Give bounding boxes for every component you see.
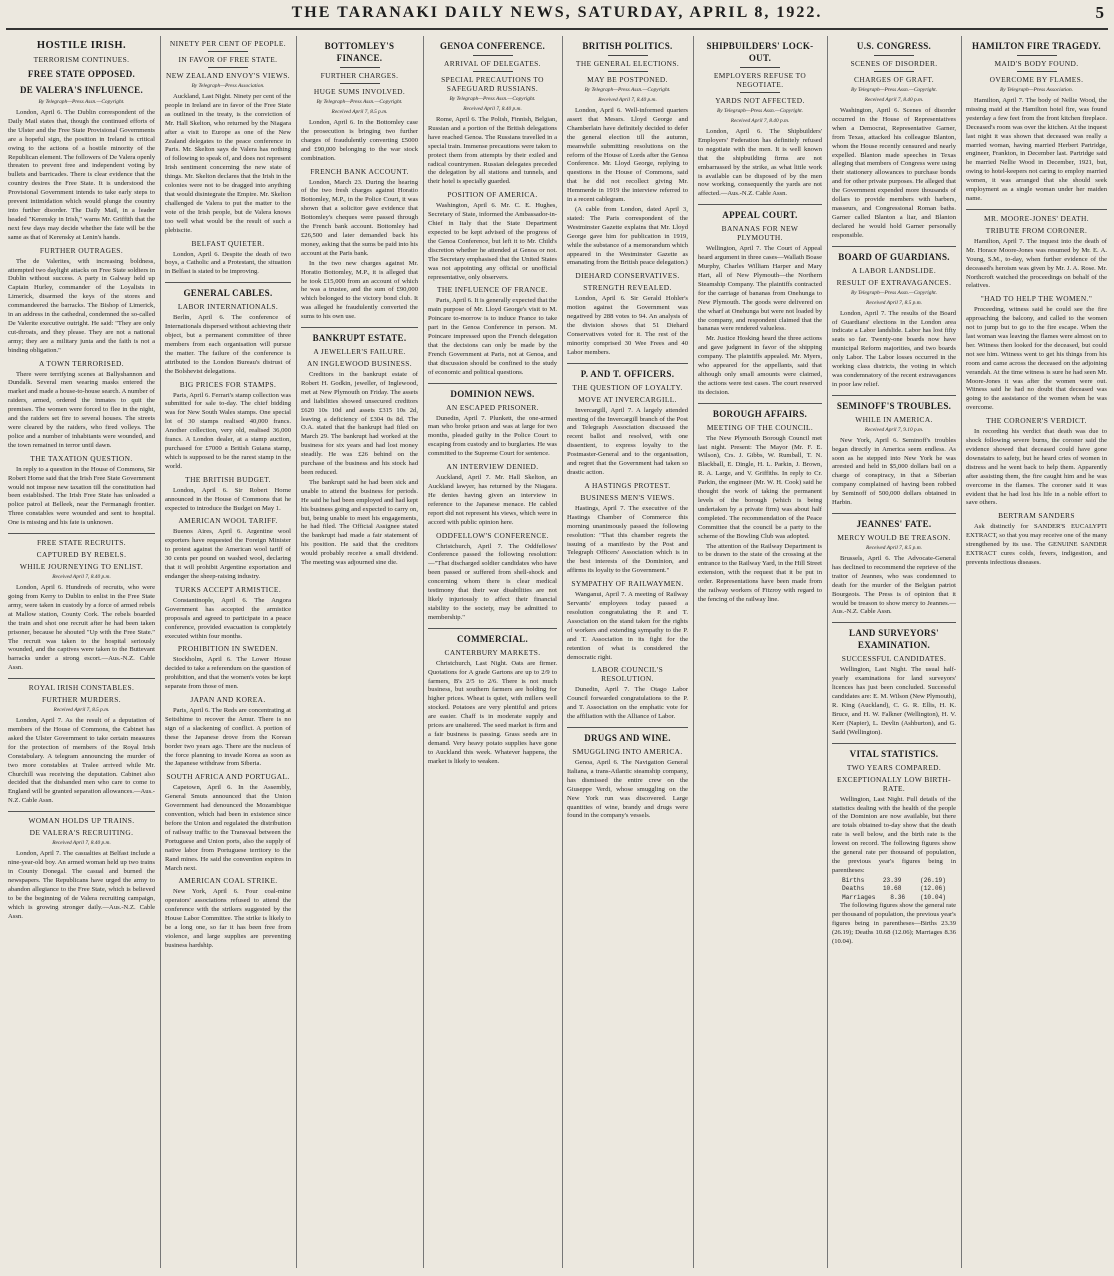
article-text: London, March 23. During the hearing of the two fresh charges against Horatio Bottomley, M.P., in the Police Court, it was shown that a solicitor gave evidence that Bottomley's cheques were passed through the French bank account. Bottomley had £26,500 and later demanded back his money, asking that the sums be paid into his account at the Paris bank.: [301, 178, 418, 257]
article-text: In reply to a question in the House of Commons, Sir Robert Horne said that the Irish Free State Government would not impose new taxation till the constitution had been established. The Irish Free State has unloaded a police patrol at Belleek, near the Fermanagh frontier. Three constables were wounded and sent to hospital. One is missing and his fate is unknown.: [8, 465, 155, 527]
advert-text: Ask distinctly for SANDER'S EUCALYPTI EXTRACT, so that you may receive one of the many strengthened by its use. The GENUINE SANDER EXTRACT cures colds, fevers, indigestion, and prevents infectious diseases.: [966, 523, 1107, 566]
article-text: Dunedin, April 7. The Otago Labor Council forwarded congratulations to the P. and T. Association on the emphatic vote for the affiliation with the Alliance of Labor.: [567, 686, 688, 721]
subhead: YARDS NOT AFFECTED.: [715, 96, 805, 105]
stat-previous: (10.04): [920, 893, 946, 901]
subhead: BUSINESS MEN'S VIEWS.: [580, 492, 675, 502]
article-text: Genoa, April 6. The Navigation General Italiana, a trans-Atlantic steamship company, has dismissed the entire crew on the Giuseppe Verdi, whose smuggling on the New York run was discovered. Large quantities of wine, brandy and drugs were found in the company's vessels.: [567, 759, 688, 820]
subhead: PROHIBITION IN SWEDEN.: [177, 644, 279, 654]
masthead: [0, 0, 1114, 26]
separator: [832, 743, 956, 744]
subhead: DIEHARD CONSERVATIVES.: [575, 271, 680, 281]
subhead: IN FAVOR OF FREE STATE.: [178, 55, 278, 64]
headline-british-politics: BRITISH POLITICS.: [582, 41, 673, 51]
headline-bankrupt-estate: BANKRUPT ESTATE.: [312, 333, 407, 344]
article-text: Buenos Aires, April 6. Argentine wool exporters have requested the Foreign Minister to protest against the American wool tariff of 30 cents per pound on washed wool, declaring that it will prohibit Argentine exportation and endanger the sheep-raising industry.: [165, 528, 291, 580]
headline-board-of-guardians: BOARD OF GUARDIANS.: [838, 251, 950, 262]
subhead: A TOWN TERRORISED.: [38, 358, 124, 368]
stat-value: 10.68: [882, 885, 902, 893]
subhead: THE QUESTION OF LOYALTY.: [572, 382, 683, 392]
press-credit: By Telegraph—Press Assn.—Copyright.: [850, 87, 938, 93]
article-text: Constantinople, April 6. The Angora Government has accepted the armistice proposals and agreed to participate in a peace conference, provided evacuation is completely executed within four months.: [165, 596, 291, 640]
column-5: [567, 36, 688, 1268]
column-divider: [423, 36, 424, 1268]
subhead: A LABOR LANDSLIDE.: [851, 265, 937, 275]
subhead: THE CORONER'S VERDICT.: [986, 416, 1087, 426]
article-text: London, April 6. In the Bottomley case the prosecution is bringing two further charges of fraudulently converting £5000 and £90,000 belonging to the war stock combination.: [301, 119, 418, 162]
headline-hostile-irish: HOSTILE IRISH.: [36, 40, 127, 51]
subhead: HUGE SUMS INVOLVED.: [313, 87, 406, 96]
headline-genoa: GENOA CONFERENCE.: [439, 41, 546, 51]
press-credit: By Telegraph—Press Association.: [191, 83, 265, 89]
separator: [698, 403, 822, 404]
page-number: 5: [1095, 3, 1104, 22]
article-text: London, April 6. Hundreds of recruits, who were going from Kerry to Dublin to enlist in the Free State army, were taken in custody by a force of armed rebels at Mallow station, County Cork. The rebels boarded the train and shot one recruit after he had been taken prisoner, because he shouted "Up with the Free State." The recruit was taken to the hospital seriously wounded, and the captives were taken to the Buttevant barracks under a strong escort.—Aus.-N.Z. Cable Assn.: [8, 584, 155, 672]
subhead: CANTERBURY MARKETS.: [444, 647, 541, 657]
subhead: MAY BE POSTPONED.: [587, 75, 668, 84]
separator: [8, 678, 155, 679]
separator: [8, 533, 155, 534]
headline-drugs-and-wine: DRUGS AND WINE.: [584, 733, 671, 744]
subhead: THE BRITISH BUDGET.: [185, 474, 271, 484]
subhead: WHILE JOURNEYING TO ENLIST.: [19, 562, 144, 572]
article-text: Christchurch, Last Night. Oats are firmer. Quotations for A grade Gartons are up to 2/9 to farmers, B's 2/5 to 2/6. There is not much business, but southern farmers are holding for higher prices. Wheat is quiet, with millers well stocked. Potatoes are very plentiful and prices are easier. Chaff is in moderate supply and prices are unaltered. The seed market is firm and a fair business is passing. Grass seeds are in demand. Very heavy potato supplies have gone to Auckland this week. Whatever happens, the market is likely to weaken.: [428, 659, 557, 765]
received-time: Received April 7, 8.40 p.m.: [864, 97, 924, 103]
column-divider: [693, 36, 694, 1268]
received-time: Received April 7, 8.5 p.m.: [866, 299, 922, 306]
received-time: Received April 7, 8.5 p.m.: [53, 707, 110, 714]
separator: [832, 395, 956, 396]
article-text: (A cable from London, dated April 3, stated: The Paris correspondent of the Westminster Gazette explains that Mr. Lloyd George gave him for publication in 1919, while the substance of a memorandum which appeared in the Westminster Gazette as emanating from the British peace delegation.): [567, 205, 688, 267]
column-divider: [296, 36, 297, 1268]
separator: [698, 204, 822, 205]
subhead: A JEWELLER'S FAILURE.: [313, 347, 406, 357]
subhead: FREE STATE RECRUITS.: [37, 538, 126, 548]
separator: [8, 811, 155, 812]
subhead: EXCEPTIONALLY LOW BIRTH-RATE.: [837, 774, 951, 793]
column-6: [698, 36, 822, 1268]
article-text: London, April 6. Sir Robert Horne announced in the House of Commons that he expected to introduce the Budget on May 1.: [165, 486, 291, 512]
separator: [832, 513, 956, 514]
subhead: JAPAN AND KOREA.: [190, 695, 266, 705]
article-text: The bankrupt said he had been sick and unable to attend the business for periods. He said he had been employed and had kept his business going and expected to carry on, but, being unable to meet his engagements, he had filed. The Official Assignee stated the bankrupt had made a fair statement of his position. He said that the creditors would probably receive a small dividend. The meeting was adjourned sine die.: [301, 478, 418, 567]
article-text: Brussels, April 6. The Advocate-General has declined to recommend the reprieve of the traitor of Jeannes, who was condemned to death for the murder of the Belgian patriot Bourgeois. The Press is of opinion that it would be treason to show mercy to Jeannes.—Aus.-N.Z. Cable Assn.: [832, 555, 956, 616]
article-text: London, April 6. Well-informed quarters assert that Messrs. Lloyd George and Chamberlain have definitely decided to defer the general election till the autumn, meanwhile submitting resolutions on the reform of the House of Lords after the Genoa Conference. Mr. Lloyd George, replying to questions in the House of Commons, said that he did not recollect giving Mr. Hemmerde in 1919 the interview referred to in a recent cablegram.: [567, 107, 688, 204]
column-divider: [160, 36, 161, 1268]
column-2: [165, 36, 291, 1268]
article-text: Paris, April 6. It is generally expected that the main purpose of Mr. Lloyd George's visit to M. Poincare to-morrow is to induce France to take part in the Genoa Conference in person. M. Poincare impressed upon the French delegation that the decisions can only be made by the French Government at Paris, not at Genoa, and that discussion should be confined to the study of economic and political questions.: [428, 297, 557, 376]
subhead: FURTHER OUTRAGES.: [39, 245, 124, 255]
subhead: AMERICAN COAL STRIKE.: [178, 876, 278, 886]
subhead: MERCY WOULD BE TREASON.: [837, 533, 951, 542]
subhead: SMUGGLING INTO AMERICA.: [572, 747, 683, 757]
subhead: EMPLOYERS REFUSE TO NEGOTIATE.: [713, 71, 807, 89]
subhead: SCENES OF DISORDER.: [850, 59, 938, 68]
dash: [340, 83, 380, 84]
press-credit: By Telegraph—Press Assn.—Copyright.: [716, 108, 804, 114]
article-text: In recording his verdict that death was due to shock following severe burns, the coroner said the evidence showed that deceased could have gone downstairs to safety, but he heard cries of women in distress and he went back to help them. Apparently after assisting them, the fire caught him and he was overcome in the flames. The coroner said it was evident that he had lost his life in a noble effort to save others.: [966, 428, 1107, 507]
column-4: [428, 36, 557, 1268]
article-text: The attention of the Railway Department is to be drawn to the state of the crossing at the entrance to the Railway Yard, in the Hill Street extension, with the request that it be put in order. Representations have been made from the railway workers of Fitzroy with regard to the fencing of the railway line.: [698, 542, 822, 603]
article-text: Wellington, Last Night. Full details of the statistics dealing with the health of the people of the Dominion are now available, but there are totals obtained to-day show that the death rate is well below, and the birth rate is the lowest on record. The following figures show the general rate per thousand of population, the previous year's figures being in parentheses:: [832, 795, 956, 874]
article-text: New York, April 6. Four coal-mine operators' associations refused to attend the conference with the strikers suggested by the House Labor Committee. The strike is likely to be a long one, so far it has been free from violence, and large supplies are preventing business hardship.: [165, 888, 291, 949]
statistics-row: [832, 894, 956, 902]
article-text: London, April 6. The Shipbuilders' Employers' Federation has definitely refused to negotiate with the men. It is well known that the shipbuilding firms are not embarrassed by the strike, as what little work is available can be disposed of by the men now working, consequently the yards are not affected.—Aus.-N.Z. Cable Assn.: [698, 128, 822, 198]
subhead: DE VALERA'S RECRUITING.: [29, 828, 134, 838]
subhead: AN INGLEWOOD BUSINESS.: [306, 359, 413, 369]
stat-previous: (26.19): [919, 876, 946, 884]
received-time: Received April 7, 8.5 p.m.: [866, 545, 922, 551]
column-divider: [827, 36, 828, 1268]
article-text: The de Valerites, with increasing boldness, attempted two daylight attacks on Free State soldiers in Dublin without success. A party in Galway held up Captain Hurley, commander of the Loyalists in Limerick, disarmed the keys of the stores and commandeered the barracks. The Bishop of Limerick, in an address in the cathedral, condemned the so-called De Valerite executive outright. He said: "They are only cut-throats, and they please. They are not a national army; they are a military junta and the faith is not a binding obligation.": [8, 257, 155, 354]
subhead: AN INTERVIEW DENIED.: [446, 462, 539, 472]
article-text: London, April 7. The casualties at Belfast include a nine-year-old boy. An armed woman held up two trains in County Donegal. The casual and burned the newspapers. The Republicans have urged the army to abandon allegiance to the Free State, which is believed to be the beginning of de Valera recruiting campaign, which is growing stronger daily.—Aus.-N.Z. Cable Assn.: [8, 850, 155, 920]
dash: [1017, 55, 1057, 56]
separator: [428, 383, 557, 384]
dash: [208, 51, 248, 52]
subhead: DE VALERA'S INFLUENCE.: [19, 85, 144, 95]
headline-general-cables: GENERAL CABLES.: [183, 288, 273, 299]
article-text: Stockholm, April 6. The Lower House decided to take a referendum on the question of prohibition, and that the women's votes be kept separate from those of men.: [165, 656, 291, 691]
headline-land-surveyors: LAND SURVEYORS' EXAMINATION.: [849, 628, 939, 651]
subhead: WHILE IN AMERICA.: [855, 414, 933, 424]
subhead: MOVE AT INVERCARGILL.: [578, 394, 677, 404]
subhead: ROYAL IRISH CONSTABLES.: [28, 683, 135, 693]
statistics-row: [832, 885, 956, 893]
dash: [608, 55, 648, 56]
masthead-rule: [6, 28, 1108, 30]
column-divider: [562, 36, 563, 1268]
subhead: TRIBUTE FROM CORONER.: [985, 225, 1088, 235]
article-text: Dunedin, April 7. Plunkett, the one-armed man who broke prison and was at large for two months, pleaded guilty in the Police Court to escaping from custody and to burglaries. He was committed to the Supreme Court for sentence.: [428, 414, 557, 458]
headline-appeal-court: APPEAL COURT.: [722, 210, 798, 221]
column-8: [966, 36, 1107, 1268]
separator: [301, 327, 418, 328]
subhead: SUCCESSFUL CANDIDATES.: [841, 654, 947, 664]
subhead: SOUTH AFRICA AND PORTUGAL.: [166, 772, 290, 782]
statistics-row: [832, 877, 956, 885]
subhead: MR. MOORE-JONES' DEATH.: [984, 213, 1089, 223]
column-3: [301, 36, 418, 1268]
article-text: Berlin, April 6. The conference of Internationals dispersed without achieving their object, but a permanent committee of three members from each organisation will pursue the matter. The failure of the conference is attributed to the London Bureau's distrust of the Bolshevist delegations.: [165, 314, 291, 375]
article-text: Wanganui, April 7. A meeting of Railway Servants' employees today passed a resolution congratulating the P. and T. Association on the stand taken for the rights of workers and extending sympathy to the P. and T. Association in its fight for the retention of what is considered the democratic right.: [567, 591, 688, 661]
article-text: Rome, April 6. The Polish, Finnish, Belgian, Russian and a portion of the British delegations have reached Genoa. The Russians travelled in a special train. Immense precautions were taken to protect them from attempts by their exiled and radical countrymen. Russian delegates preceded the delegation by all stations and tunnels, and their hotel is specially guarded.: [428, 116, 557, 186]
dash: [208, 67, 248, 68]
article-text: Washington, April 6. Mr. C. E. Hughes, Secretary of State, informed the Ambassador-in-Chief in Italy that the State Department expected to be kept advised of the progress of the Genoa Conference, but left it to Mr. Child's discretion whether he attended at Genoa or not. The Secretary emphasised that the United States was not appointing any official or unofficial representative, only observers.: [428, 202, 557, 281]
subhead: MEETING OF THE COUNCIL.: [706, 422, 814, 432]
article-text: There were terrifying scenes at Ballyshannon and Dundalk. Several men wearing masks entered the market and made a house-to-house search. A number of raiders, armed, ordered the inmates to quit the premises. The women were forced to flee in the night, and the raiders set fire to several houses. The streets were cleared by the raiders, who fired volleys. The police and a number of inhabitants were wounded, and the town remained in terror until dawn.: [8, 370, 155, 449]
press-credit: By Telegraph—Press Assn.—Copyright.: [584, 87, 671, 93]
received-time: Received April 7, 8.5 p.m.: [331, 109, 388, 115]
subhead: POSITION OF AMERICA.: [447, 190, 538, 200]
press-credit: By Telegraph—Press Assn.—Copyright.: [850, 289, 938, 296]
received-time: Received April 7, 8.40 p.m.: [463, 106, 522, 112]
article-text: Christchurch, April 7. The Oddfellows' Conference passed the following resolution:—"That discharged soldier candidates who have been passed or suffered from shell-shock and concerning whom there is clear medical testimony that their war disabilities are not likely injuriously to affect their financial stability to the society, may be admitted to membership.": [428, 542, 557, 621]
press-credit: By Telegraph—Press Association.: [999, 87, 1074, 93]
subhead: AMERICAN WOOL TARIFF.: [178, 516, 278, 526]
subhead: TWO YEARS COMPARED.: [846, 762, 942, 772]
subhead: CAPTURED BY REBELS.: [36, 550, 127, 560]
headline-us-congress: U.S. CONGRESS.: [856, 41, 932, 51]
dash: [1017, 71, 1057, 72]
statistics-table: [832, 877, 956, 902]
separator: [832, 246, 956, 247]
subhead: FURTHER CHARGES.: [320, 71, 399, 80]
subhead: A HASTINGS PROTEST.: [584, 480, 671, 490]
subhead: FRENCH BANK ACCOUNT.: [310, 166, 409, 176]
dash: [473, 71, 513, 72]
subhead: LABOR COUNCIL'S RESOLUTION.: [591, 665, 664, 684]
article-text: London, April 7. As the result of a deputation of members of the House of Commons, the Cabinet has asked the Ulster Government to take certain measures for the protection of members of the Royal Irish Constabulary. A telegram announcing the murder of two more constables at Tralee arrived while Mr. Churchill was receiving the deputation. Cabinet also decided that the disbanded men who care to come to England will be granted separation allowances.—Aus.-N.Z. Cable Assn.: [8, 717, 155, 805]
article-text: Paris, April 6. The Reds are concentrating at Seitsihime to recover the Amur. There is no sign of a slackening of conflict. A portion of these the Japanese drove from the Korean border two years ago. There are the nucleus of the force planning to invade Korea as soon as the Japanese withdraw from Siberia.: [165, 707, 291, 768]
subhead: BIG PRICES FOR STAMPS.: [179, 379, 277, 389]
headline-dominion-news: DOMINION NEWS.: [450, 388, 535, 399]
subhead: FURTHER MURDERS.: [41, 695, 122, 705]
subhead: THE INFLUENCE OF FRANCE.: [436, 285, 549, 295]
column-1: [8, 36, 155, 1268]
received-time: Received April 7, 8.40 p.m.: [730, 118, 790, 124]
article-text: New York, April 6. Seminoff's troubles began directly in America seem endless. As soon as he stepped into New York he was arrested and held in $5,000 dollars bail on a charge of conspiracy, in that a Siberian company complained of having been robbed by Seminoff of 500,000 dollars obtained in Harbin.: [832, 436, 956, 507]
stat-value: 8.36: [890, 893, 906, 901]
headline-vital-statistics: VITAL STATISTICS.: [849, 748, 939, 759]
stat-label: Deaths: [842, 885, 865, 893]
headline-hamilton-fire: HAMILTON FIRE TRAGEDY.: [972, 41, 1101, 51]
stat-label: Marriages: [842, 893, 876, 901]
press-credit: By Telegraph—Press Assn.—Copyright.: [449, 96, 536, 102]
separator: [165, 282, 291, 283]
subhead: SPECIAL PRECAUTIONS TO SAFEGUARD RUSSIANS.: [441, 75, 544, 93]
press-credit: By Telegraph—Press Assn.—Copyright.: [38, 99, 125, 105]
stat-label: Births: [842, 876, 865, 884]
advert-heading: BERTRAM SANDERS: [998, 511, 1075, 521]
subhead: BELFAST QUIETER.: [191, 238, 265, 248]
headline-jeannes-fate: JEANNES' FATE.: [856, 519, 932, 529]
subhead: ODDFELLOW'S CONFERENCE.: [436, 530, 549, 540]
received-time: Received April 7, 8.40 p.m.: [52, 574, 111, 581]
headline-shipbuilders: SHIPBUILDERS' LOCK-OUT.: [706, 41, 814, 63]
masthead-title: THE TARANAKI DAILY NEWS, SATURDAY, APRIL 8, 1922.: [291, 4, 823, 21]
subhead: FREE STATE OPPOSED.: [27, 69, 136, 79]
dash: [340, 67, 380, 68]
article-text: Hastings, April 7. The executive of the Hastings Chamber of Commerce this morning unanimously passed the following resolution: "That this chamber regrets the issuing of a manifesto by the Post and Telegraph Officers' Association which is in the best interests of the Dominion, and affirms its loyalty to the Government.": [567, 504, 688, 575]
headline-seminoff: SEMINOFF'S TROUBLES.: [836, 400, 952, 411]
subhead: AN ESCAPED PRISONER.: [446, 402, 539, 412]
subhead: SYMPATHY OF RAILWAYMEN.: [571, 579, 684, 589]
headline-borough-affairs: BOROUGH AFFAIRS.: [712, 408, 808, 419]
received-time: Received April 7, 8.40 p.m.: [52, 840, 111, 847]
article-text: London, April 6. The Dublin correspondent of the Daily Mail states that, though the continued efforts of the Ulster and the Free State Provisional Governments are a hopeful sign, the position in Ireland is critical owing to the actions of a hostile minority of the Republican element. The followers of De Valera openly threaten to prevent free and independent voting by bullets and barricades. There is clear evidence that the country desires the Free State. It is understood the Provisional Government intends to take early steps to prevent intimidation which would plunge the country into further disorder. The Daily Mail, in a leader headed "Kerensky in Irish," warns Mr. Griffith that the next few days may decide whether the fate will be the same as that of Kerensky at Lenin's hands.: [8, 109, 155, 241]
dash: [473, 55, 513, 56]
article-text: Invercargill, April 7. A largely attended meeting of the Invercargill branch of the Post and Telegraph Association discussed the recent ballot and resolved, with one dissentient, to express loyalty to the Postmaster-General and to the organisation, and regret that the Government had taken so drastic action.: [567, 406, 688, 476]
article-text: Mr. Justice Hosking heard the three actions and gave judgment in favor of the shipping company. The plaintiffs appealed. Mr. Myers, who appeared for the appellants, said that although only small amounts were claimed, the actions were test cases. The court reserved its decision.: [698, 335, 822, 396]
article-text: The following figures show the general rate per thousand of population, the previous year's figures being in parentheses—Births 23.39 (26.19); Deaths 10.68 (12.06); Marriages 8.36 (10.04).: [832, 901, 956, 945]
subhead: NINETY PER CENT OF PEOPLE.: [169, 39, 287, 48]
dash: [740, 67, 780, 68]
article-text: Wellington, Last Night. The usual half-yearly examinations for land surveyors' licences has just been concluded. Successful candidates are: E. M. Wilson (New Plymouth), R. King (Auckland), C. G. R. Ellis, H. K. Bruce, and H. W. Falkner (Wellington), H. V. Kerr (Napier), L. Devlin (Ashburton), and G. Sadd (Wellington).: [832, 666, 956, 736]
dash: [740, 92, 780, 93]
subhead: RESULT OF EXTRAVAGANCES.: [836, 277, 952, 287]
article-text: Washington, April 6. Scenes of disorder occurred in the House of Representatives when a Democrat, Representative Garner, from Texas, attacked his colleague Blanton, whom the House recently censured and nearly expelled. Blanton made speeches in Texas alleging that members of Congress were using their stationery allowances to purchase bonds and for other private purposes. He alleged that the Government expended more thousands of dollars to provide members with barbers, masseurs, and Congressional Roman baths. Garner called Blanton a liar, and Blanton declared he would hold Garner personally responsible.: [832, 107, 956, 239]
received-time: Received April 7, 9.10 p.m.: [864, 426, 924, 433]
stat-value: 23.39: [882, 876, 902, 884]
article-text: London, April 6. Despite the death of two boys, a Catholic and a Protestant, the situation in Belfast is stated to be improving.: [165, 250, 291, 276]
article-text: Wellington, April 7. The Court of Appeal heard argument in three cases—Wallath Boase Murphy, Charles William Harper and Mary Hart, all of New Plymouth—the Northern Steamship Company. The plaintiffs contracted for the carriage of bananas from Onehunga to New Plymouth. The goods were delivered on the wharf at Onehunga but were not loaded by the company, and respondent claimed that the bananas were rendered valueless.: [698, 245, 822, 333]
separator: [832, 622, 956, 623]
article-text: Hamilton, April 7. The body of Nellie Wood, the missing maid at the Hamilton hotel fire, was found yesterday a few feet from the front kitchen fireplace. Deceased's room was over the kitchen. At the inquest last night it was shown that deceased was really a married woman, having married Herbert Partridge, engineer, Frankton, in December last. Partridge said he married Nellie Wood in December, 1921, but, owing to hotel-keepers not caring to employ married women, it was arranged that she should seek employment as a single woman under her maiden name.: [966, 97, 1107, 202]
subhead: LABOR INTERNATIONALS.: [177, 302, 279, 312]
article-text: Capetown, April 6. In the Assembly, General Smuts announced that the Union Government had denounced the Mozambique convention, which had been in existence since before the Union and regulated the distribution of railway traffic to the Transvaal between the Portuguese and Union ports, also the supply of native labor from Portuguese territory to the Rand mines. He said the convention expires in March next.: [165, 784, 291, 872]
article-text: The New Plymouth Borough Council met last night. Present: The Mayor (Mr. F. E. Wilson), Crs. J. Gibbs, W. Rumball, T. N. Blackball, E. Dingle, H. L. Parkin, J. Brown, R. A. Large, and V. Griffiths. In reply to Cr. Parkin, the engineer (Mr. W. H. Cook) said he thought the work of taking the permanent levels of the borough (which is being undertaken by a private firm) was about half completed. The recommendation of the Peace Committee that the council be a party to the scheme of the Bowling Club was adopted.: [698, 434, 822, 540]
subhead: THE GENERAL ELECTIONS.: [575, 59, 680, 68]
press-credit: By Telegraph—Press Assn.—Copyright.: [316, 99, 403, 105]
stat-previous: (12.06): [919, 885, 946, 893]
subhead: "HAD TO HELP THE WOMEN.": [980, 294, 1093, 304]
dash: [874, 55, 914, 56]
subhead: TURKS ACCEPT ARMISTICE.: [174, 584, 282, 594]
subhead: WOMAN HOLDS UP TRAINS.: [28, 816, 135, 826]
dash: [608, 71, 648, 72]
article-text: Hamilton, April 7. The inquest into the death of Mr. Horace Moore-Jones was resumed by Mr. E. A. Young, S.M., to-day, when further evidence of the deceased's heroism was given by Mr. J. A. Rose. Mr. Northcroft watched the proceedings on behalf of the relatives.: [966, 237, 1107, 290]
column-7: [832, 36, 956, 1268]
article-text: Paris, April 6. Ferrari's stamp collection was submitted for sale to-day. The chief bidding was for New South Wales stamps. One special lot of 30 stamps realised 40,000 francs. Another collection, very old, realised 36,000 francs. A London dealer, at a stamp auction, purchased for £7000 a British Guiana stamp, which is supposed to be the rarest stamp in the world.: [165, 391, 291, 470]
article-text: London, April 7. The results of the Board of Guardians' elections in the London area indicate a Labor landslide. Labor has lost fifty seats so far. Twenty-one boards now have municipal Reform majorities, and two boards only Labor. The Labor losses occurred in the working class districts, the voting in which was condemnatory of the recent extravagances in poor law relief.: [832, 309, 956, 388]
article-text: London, April 6. Sir Gerald Hohler's motion against the Government was negatived by 288 votes to 94. An analysis of the division shows that 51 Diehard Conservatives voted for it. The rest of the minority comprised 30 Wee Frees and 40 Labor members.: [567, 295, 688, 356]
received-time: Received April 7, 8.40 p.m.: [598, 97, 657, 103]
headline-pt-officers: P. AND T. OFFICERS.: [580, 368, 675, 379]
subhead: CHARGES OF GRAFT.: [854, 75, 934, 84]
headline-bottomley: BOTTOMLEY'S FINANCE.: [324, 41, 395, 63]
article-text: In the two new charges against Mr. Horatio Bottomley, M.P., it is alleged that he took £15,000 from an account of which he was a trustee, and the sum of £90,000 which belonged to the victory bond club. It was alleged he fraudulently converted the sums to his own use.: [301, 259, 418, 321]
separator: [567, 727, 688, 728]
separator: [966, 209, 1107, 210]
subhead: OVERCOME BY FLAMES.: [989, 75, 1084, 84]
subhead: MAID'S BODY FOUND.: [994, 59, 1079, 68]
subhead: STRENGTH REVEALED.: [583, 283, 672, 293]
article-text: Auckland, April 7. Mr. Hall Skelton, an Auckland lawyer, has returned by the Niagara. He denies having given an interview in reference to the Japanese menace. He cabled report did not represent his views, which were in accord with public opinion here.: [428, 474, 557, 526]
subhead: THE TAXATION QUESTION.: [30, 453, 133, 463]
subhead: NEW ZEALAND ENVOY'S VIEWS.: [166, 71, 290, 80]
separator: [567, 363, 688, 364]
separator: [428, 628, 557, 629]
headline-commercial: COMMERCIAL.: [456, 633, 529, 644]
column-divider: [961, 36, 962, 1268]
subhead: TERRORISM CONTINUES.: [33, 55, 130, 64]
subhead: ARRIVAL OF DELEGATES.: [444, 59, 541, 68]
article-text: Auckland, Last Night. Ninety per cent of the people in Ireland are in favor of the Free State as outlined in the treaty, is the conviction of Mr. Hall Skelton, who returned by the Niagara after a visit to Europe as one of the New Zealand delegates to the peace conference in Paris. Mr. Skelton says de Valera has nothing of following to speak of, and does not represent Irish sentiment concerning the new state of things. Mr. Skelton declares that the Irish in the colonies were not to be dragged into anything that would disintegrate the Empire. Mr. Skelton challenged de Valera to put the matter to the vote of the Irish people, but de Valera knows too well what would be the result of such a plebiscite.: [165, 93, 291, 234]
subhead: BANANAS FOR NEW PLYMOUTH.: [721, 224, 799, 243]
article-text: Creditors in the bankrupt estate of Robert H. Godkin, jeweller, of Inglewood, met at New Plymouth on Friday. The assets and liabilities showed unsecured creditors £620 10s 10d and assets £315 10s 2d, leaving a deficiency of £304 0s 8d. The O.A. stated that the bankrupt had filed on March 29. The bankrupt had worked at the business for six years and had lost money steadily. He was £26 behind on the purchase of the business and his stock had been reduced.: [301, 371, 418, 476]
article-text: Proceeding, witness said he could see the fire approaching the balcony, and called to the women not to jump but to go to the fire escape. When the last woman was leaving the flames were almost on to her. Witness then looked for the deceased, but could not see him. Witness went to get his things from his room and came across the deceased on the adjoining verandah. At the time witness is sure he had seen Mr. Moore-Jones it was after the women were out. Witness said he had no doubt that deceased was going to the assistance of the women when he was overcome.: [966, 306, 1107, 412]
dash: [874, 71, 914, 72]
